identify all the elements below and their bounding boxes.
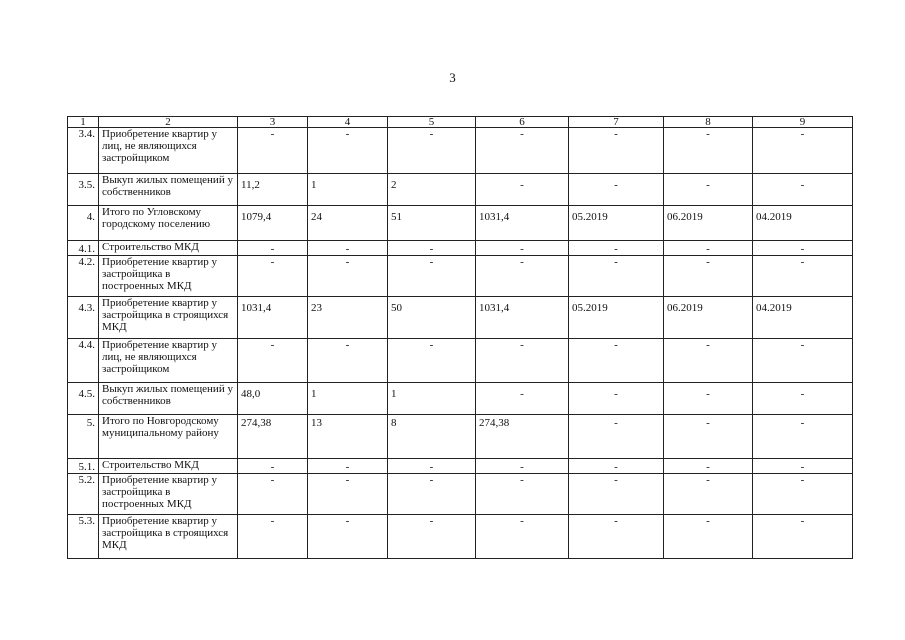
- header-cell: 8: [664, 117, 753, 128]
- value-cell: -: [476, 474, 569, 515]
- value-cell: -: [388, 339, 476, 383]
- value-cell: 1: [308, 383, 388, 415]
- value-cell: 1: [388, 383, 476, 415]
- row-number: 3.4.: [68, 128, 99, 174]
- row-number: 4.: [68, 206, 99, 241]
- value-cell: -: [308, 459, 388, 474]
- table-header-row: [68, 117, 853, 128]
- row-number: 5.2.: [68, 474, 99, 515]
- row-number: 3.5.: [68, 174, 99, 206]
- value-cell: 1079,4: [238, 206, 308, 241]
- table-row: [68, 415, 853, 459]
- value-cell: -: [569, 256, 664, 297]
- value-cell: -: [569, 459, 664, 474]
- row-number: 4.3.: [68, 297, 99, 339]
- table-row: [68, 474, 853, 515]
- header-cell: 7: [569, 117, 664, 128]
- value-cell: 1031,4: [476, 297, 569, 339]
- table-row: [68, 256, 853, 297]
- value-cell: -: [308, 474, 388, 515]
- row-number: 4.2.: [68, 256, 99, 297]
- row-name: Приобретение квартир у застройщика в построенных МКД: [99, 474, 238, 515]
- row-name: Приобретение квартир у застройщика в строящихся МКД: [99, 515, 238, 559]
- value-cell: 06.2019: [664, 297, 753, 339]
- header-cell: 6: [476, 117, 569, 128]
- value-cell: -: [388, 128, 476, 174]
- value-cell: -: [753, 415, 853, 459]
- value-cell: -: [664, 415, 753, 459]
- value-cell: -: [476, 383, 569, 415]
- value-cell: 1031,4: [238, 297, 308, 339]
- value-cell: -: [753, 474, 853, 515]
- row-number: 4.1.: [68, 241, 99, 256]
- value-cell: -: [308, 515, 388, 559]
- table-row: [68, 174, 853, 206]
- table-row: [68, 241, 853, 256]
- value-cell: -: [238, 256, 308, 297]
- header-cell: 2: [99, 117, 238, 128]
- value-cell: -: [753, 128, 853, 174]
- value-cell: -: [569, 241, 664, 256]
- value-cell: -: [664, 515, 753, 559]
- value-cell: -: [753, 383, 853, 415]
- value-cell: 24: [308, 206, 388, 241]
- value-cell: -: [569, 339, 664, 383]
- row-number: 5.1.: [68, 459, 99, 474]
- value-cell: -: [664, 383, 753, 415]
- row-name: Приобретение квартир у лиц, не являющихся застройщиком: [99, 339, 238, 383]
- value-cell: -: [308, 128, 388, 174]
- value-cell: 13: [308, 415, 388, 459]
- value-cell: -: [476, 241, 569, 256]
- row-number: 5.: [68, 415, 99, 459]
- header-cell: 5: [388, 117, 476, 128]
- value-cell: 05.2019: [569, 206, 664, 241]
- value-cell: 1: [308, 174, 388, 206]
- value-cell: -: [238, 515, 308, 559]
- value-cell: -: [569, 415, 664, 459]
- value-cell: -: [664, 339, 753, 383]
- row-name: Строительство МКД: [99, 459, 238, 474]
- value-cell: -: [753, 256, 853, 297]
- value-cell: -: [753, 241, 853, 256]
- value-cell: -: [569, 174, 664, 206]
- value-cell: -: [753, 174, 853, 206]
- value-cell: 274,38: [476, 415, 569, 459]
- value-cell: 48,0: [238, 383, 308, 415]
- value-cell: -: [388, 515, 476, 559]
- table-row: [68, 297, 853, 339]
- page-number: 3: [449, 70, 456, 85]
- document-table: [67, 116, 853, 559]
- row-name: Итого по Новгородскому муниципальному району: [99, 415, 238, 459]
- value-cell: -: [753, 515, 853, 559]
- row-name: Выкуп жилых помещений у собственников: [99, 174, 238, 206]
- row-name: Приобретение квартир у застройщика в строящихся МКД: [99, 297, 238, 339]
- row-number: 4.4.: [68, 339, 99, 383]
- value-cell: -: [308, 256, 388, 297]
- value-cell: -: [238, 339, 308, 383]
- header-cell: 1: [68, 117, 99, 128]
- header-cell: 9: [753, 117, 853, 128]
- value-cell: 2: [388, 174, 476, 206]
- row-name: Приобретение квартир у застройщика в построенных МКД: [99, 256, 238, 297]
- value-cell: 50: [388, 297, 476, 339]
- value-cell: -: [664, 128, 753, 174]
- value-cell: 04.2019: [753, 297, 853, 339]
- value-cell: 23: [308, 297, 388, 339]
- table-row: [68, 206, 853, 241]
- value-cell: -: [664, 174, 753, 206]
- value-cell: -: [476, 256, 569, 297]
- value-cell: -: [753, 339, 853, 383]
- value-cell: -: [388, 474, 476, 515]
- row-name: Итого по Угловскому городскому поселению: [99, 206, 238, 241]
- value-cell: -: [753, 459, 853, 474]
- value-cell: -: [388, 459, 476, 474]
- table-row: [68, 459, 853, 474]
- value-cell: 51: [388, 206, 476, 241]
- value-cell: -: [476, 128, 569, 174]
- value-cell: -: [238, 241, 308, 256]
- value-cell: -: [476, 459, 569, 474]
- value-cell: -: [308, 241, 388, 256]
- value-cell: -: [476, 174, 569, 206]
- row-name: Строительство МКД: [99, 241, 238, 256]
- table-row: [68, 515, 853, 559]
- table-row: [68, 339, 853, 383]
- value-cell: -: [664, 256, 753, 297]
- header-cell: 4: [308, 117, 388, 128]
- value-cell: 8: [388, 415, 476, 459]
- value-cell: 11,2: [238, 174, 308, 206]
- row-name: Приобретение квартир у лиц, не являющихся застройщиком: [99, 128, 238, 174]
- row-number: 5.3.: [68, 515, 99, 559]
- table-row: [68, 128, 853, 174]
- table-row: [68, 383, 853, 415]
- value-cell: -: [388, 256, 476, 297]
- value-cell: -: [238, 459, 308, 474]
- value-cell: -: [388, 241, 476, 256]
- value-cell: -: [476, 515, 569, 559]
- value-cell: -: [238, 128, 308, 174]
- value-cell: 1031,4: [476, 206, 569, 241]
- value-cell: -: [308, 339, 388, 383]
- row-number: 4.5.: [68, 383, 99, 415]
- value-cell: -: [664, 241, 753, 256]
- value-cell: -: [569, 515, 664, 559]
- value-cell: -: [664, 474, 753, 515]
- header-cell: 3: [238, 117, 308, 128]
- value-cell: 05.2019: [569, 297, 664, 339]
- value-cell: -: [569, 474, 664, 515]
- value-cell: 274,38: [238, 415, 308, 459]
- value-cell: 04.2019: [753, 206, 853, 241]
- value-cell: -: [238, 474, 308, 515]
- value-cell: 06.2019: [664, 206, 753, 241]
- row-name: Выкуп жилых помещений у собственников: [99, 383, 238, 415]
- value-cell: -: [476, 339, 569, 383]
- value-cell: -: [569, 128, 664, 174]
- value-cell: -: [664, 459, 753, 474]
- value-cell: -: [569, 383, 664, 415]
